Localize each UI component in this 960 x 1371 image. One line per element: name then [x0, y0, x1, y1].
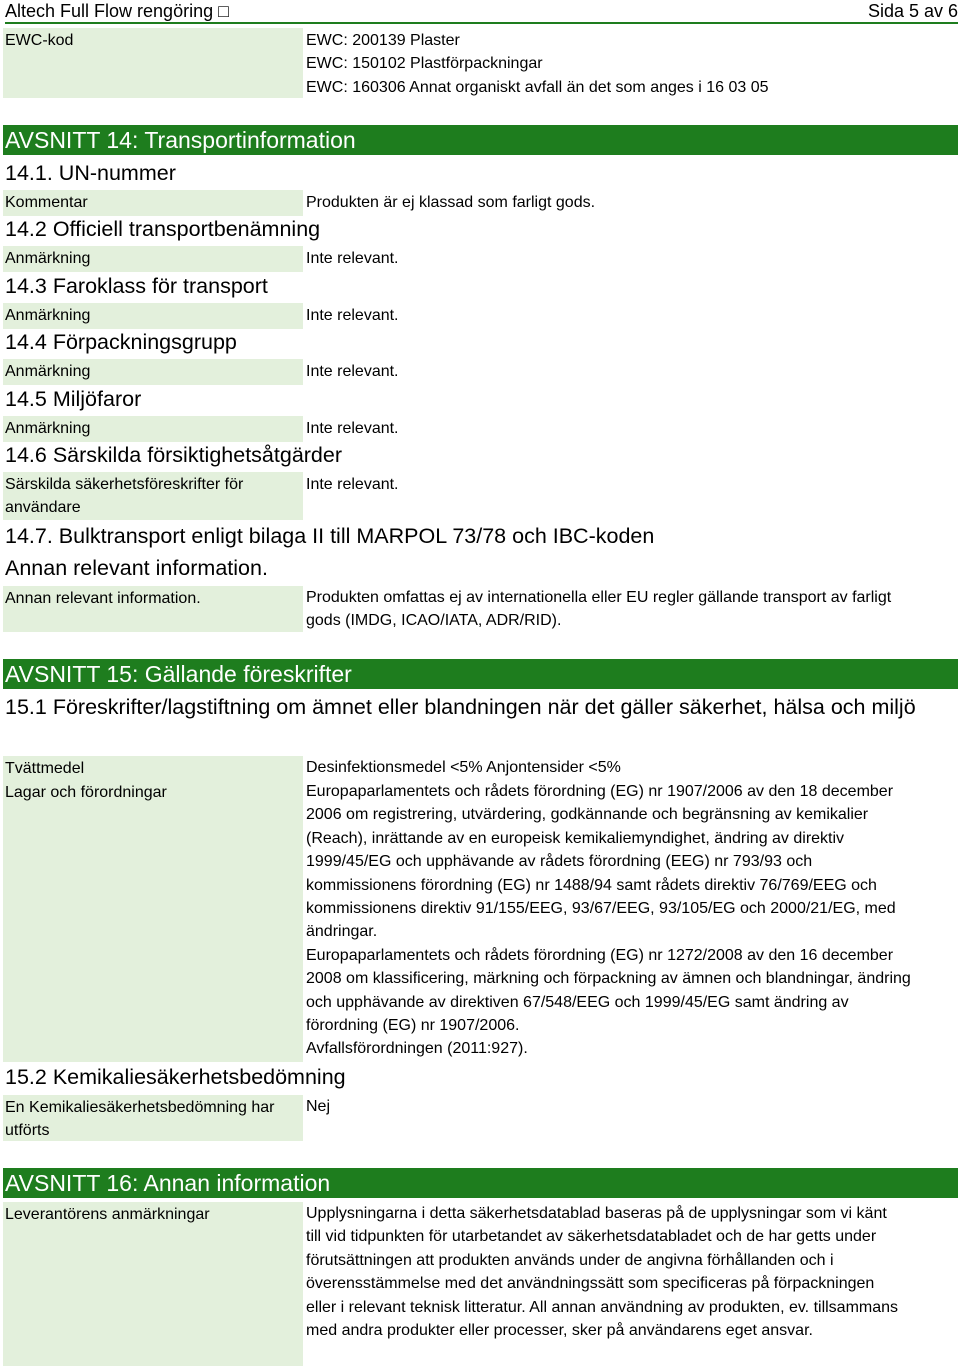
hazard-class-label: Anmärkning	[3, 303, 303, 329]
other-info-value: Produkten omfattas ej av internationella eller EU regler gällande transport av farligt gods (IMDG, ICAO/IATA, ADR/RID).	[306, 589, 892, 630]
page-header	[5, 0, 958, 24]
environment-label: Anmärkning	[3, 416, 303, 442]
supplier-notes-label: Leverantörens anmärkningar	[3, 1202, 303, 1366]
un-comment-label: Kommentar	[3, 190, 303, 216]
ewc-label: EWC-kod	[3, 28, 303, 98]
ewc-value: EWC: 200139 Plaster EWC: 150102 Plastförpackningar EWC: 160306 Annat organiskt avfall än det som anges i 16 03 05	[306, 32, 769, 96]
transport-name-label: Anmärkning	[3, 246, 303, 272]
packing-group-value: Inte relevant.	[306, 363, 399, 380]
csa-label: En Kemikaliesäkerhetsbedömning har utförts	[3, 1095, 303, 1141]
hazard-class-value: Inte relevant.	[306, 307, 399, 324]
hazard-class-heading: 14.3 Faroklass för transport	[5, 274, 268, 298]
laws-label: Lagar och förordningar	[3, 780, 303, 1062]
section-16-title: AVSNITT 16: Annan information	[3, 1168, 958, 1198]
un-comment-value: Produkten är ej klassad som farligt gods.	[306, 194, 596, 211]
other-info-heading: Annan relevant information.	[5, 556, 268, 580]
bulk-transport-heading: 14.7. Bulktransport enligt bilaga II till MARPOL 73/78 och IBC-koden	[5, 524, 655, 548]
laws-value: Europaparlamentets och rådets förordning (EG) nr 1907/2006 av den 18 december 2006 om registrering, utvärdering, godkännande och begränsning av kemikalier (Reach), inrättande av en europeisk kemikaliemyndighet, ändring av direktiv 1999/45/EG och upphävande av rådets förordning (EEG) nr 793/93 och kommissionens förordning (EG) nr 1488/94 samt rådets direktiv 76/769/EEG och kommissionens direktiv 91/155/EEG, 93/67/EEG, 93/105/EG och 2000/21/EG, med ändringar. Europaparlamentets och rådets förordning (EG) nr 1272/2008 av den 16 december 2008 om klassificering, märkning och förpackning av ämnen och blandningar, ändring och upphävande av direktiven 67/548/EEG och 1999/45/EG samt ändring av förordning (EG) nr 1907/2006. Avfallsförordningen (2011:927).	[306, 783, 911, 1058]
environment-value: Inte relevant.	[306, 420, 399, 437]
special-precautions-heading: 14.6 Särskilda försiktighetsåtgärder	[5, 443, 343, 467]
csa-value: Nej	[306, 1098, 331, 1115]
transport-name-heading: 14.2 Officiell transportbenämning	[5, 217, 321, 241]
packing-group-label: Anmärkning	[3, 359, 303, 385]
supplier-notes-value: Upplysningarna i detta säkerhetsdatablad baseras på de upplysningar som vi känt till vid tidpunkten för utarbetandet av säkerhetsdatabladet och de har getts under förutsättningen att produkten används under de angivna förhållanden och i överensstämmelse med det användningssätt som specificeras på förpackningen eller i relevant teknisk litteratur. All annan användning av produkten, ev. tillsammans med andra produkter eller processer, sker på användarens eget ansvar.	[306, 1205, 899, 1340]
special-precautions-value: Inte relevant.	[306, 476, 399, 493]
environment-heading: 14.5 Miljöfaror	[5, 387, 142, 411]
page-number: Sida 5 av 6	[867, 1, 958, 21]
detergent-value: Desinfektionsmedel <5% Anjontensider <5%	[306, 759, 621, 776]
transport-name-value: Inte relevant.	[306, 250, 399, 267]
section-15-title: AVSNITT 15: Gällande föreskrifter	[3, 659, 958, 689]
un-number-heading: 14.1. UN-nummer	[5, 161, 176, 185]
document-title: Altech Full Flow rengöring □	[5, 1, 229, 21]
regulations-heading: 15.1 Föreskrifter/lagstiftning om ämnet eller blandningen när det gäller säkerhet, hälsa och miljö	[5, 695, 916, 719]
csa-heading: 15.2 Kemikaliesäkerhetsbedömning	[5, 1065, 346, 1089]
detergent-label: Tvättmedel	[3, 756, 303, 782]
other-info-label: Annan relevant information.	[3, 586, 303, 632]
special-precautions-label: Särskilda säkerhetsföreskrifter för användare	[3, 472, 303, 520]
packing-group-heading: 14.4 Förpackningsgrupp	[5, 330, 237, 354]
section-14-title: AVSNITT 14: Transportinformation	[3, 125, 958, 155]
